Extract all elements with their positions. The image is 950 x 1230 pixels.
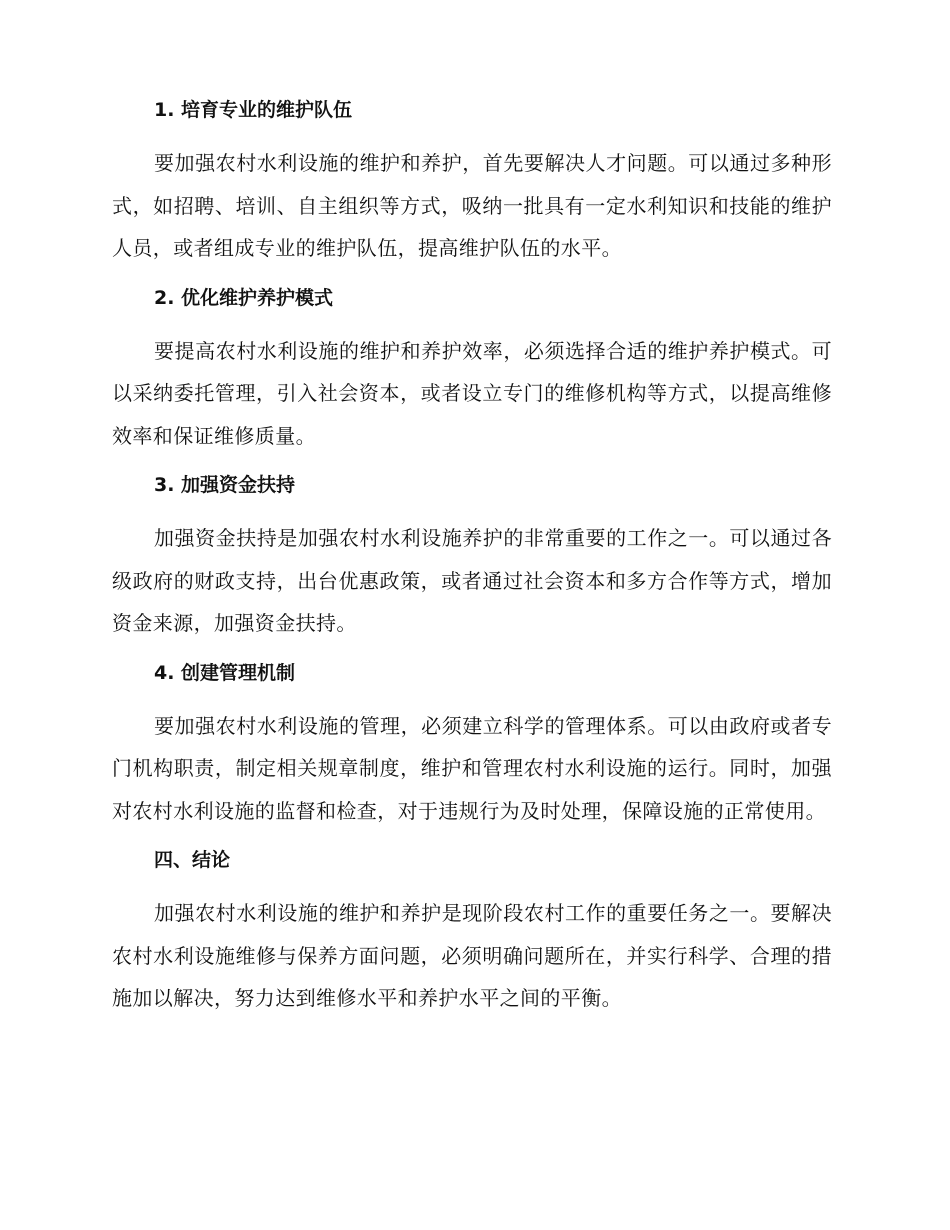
section-heading: 3. 加强资金扶持 (154, 474, 296, 496)
section-heading: 2. 优化维护养护模式 (154, 286, 334, 309)
section-2 (112, 284, 832, 458)
section-heading: 1. 培育专业的维护队伍 (154, 99, 353, 121)
section-paragraph: 要加强农村水利设施的管理，必须建立科学的管理体系。可以由政府或者专门机构职责，制定相关规章制度，维护和管理农村水利设施的运行。同时，加强对农村水利设施的监督和检查，对于违规行为及时处理，保障设施的正常使用。 (112, 713, 832, 823)
section-heading: 4. 创建管理机制 (154, 661, 296, 684)
conclusion-heading: 四、结论 (154, 849, 231, 871)
section-paragraph: 加强资金扶持是加强农村水利设施养护的非常重要的工作之一。可以通过各级政府的财政支持，出台优惠政策，或者通过社会资本和多方合作等方式，增加资金来源，加强资金扶持。 (112, 526, 832, 635)
section-paragraph: 要加强农村水利设施的维护和养护，首先要解决人才问题。可以通过多种形式，如招聘、培训、自主组织等方式，吸纳一批具有一定水利知识和技能的维护人员，或者组成专业的维护队伍，提高维护队伍的水平。 (112, 151, 832, 260)
section-1 (112, 96, 832, 270)
conclusion-paragraph: 加强农村水利设施的维护和养护是现阶段农村工作的重要任务之一。要解决农村水利设施维修与保养方面问题，必须明确问题所在，并实行科学、合理的措施加以解决，努力达到维修水平和养护水平之间的平衡。 (112, 901, 832, 1010)
conclusion-section (112, 846, 832, 1020)
section-4 (112, 659, 832, 833)
document-page (112, 96, 832, 1020)
section-3 (112, 471, 832, 645)
section-paragraph: 要提高农村水利设施的维护和养护效率，必须选择合适的维护养护模式。可以采纳委托管理，引入社会资本，或者设立专门的维修机构等方式，以提高维修效率和保证维修质量。 (112, 338, 832, 448)
